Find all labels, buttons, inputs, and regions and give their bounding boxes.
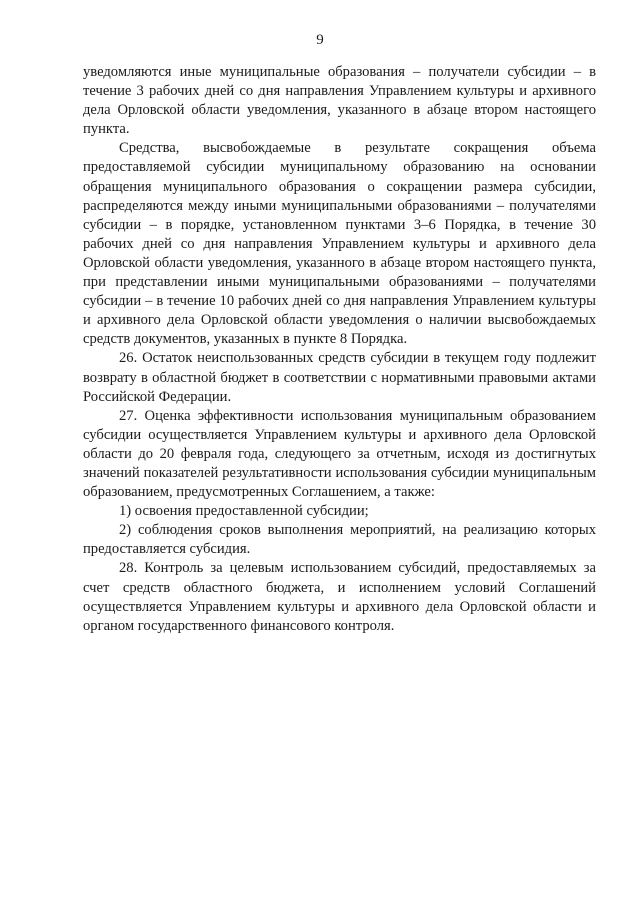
page-number: 9	[316, 32, 324, 48]
paragraph-27-item-2: 2) соблюдения сроков выполнения мероприятий, на реализацию которых предоставляется субсидия.	[83, 522, 596, 558]
paragraph-28: 28. Контроль за целевым использованием субсидий, предоставляемых за счет средств областного бюджета, и исполнением условий Соглашений осуществляется Управлением культуры и архивного дела Орловской области и органом государственного финансового контроля.	[83, 560, 596, 634]
paragraph-continuation: уведомляются иные муниципальные образования – получатели субсидии – в течение 3 рабочих дней со дня направления Управлением культуры и архивного дела Орловской области уведомления, указанного в абзаце втором настоящего пункта.	[83, 64, 596, 138]
paragraph-funds-redistribution: Средства, высвобождаемые в результате сокращения объема предоставляемой субсидии муниципальному образованию на основании обращения муниципального образования о сокращении размера субсидии, распределяются между иными муниципальными образованиями – получателями субсидии – в порядке, установленном пунктами 3–6 Порядка, в течение 30 рабочих дней со дня направления Управлением культуры и архивного дела Орловской области уведомления, указанного в абзаце втором настоящего пункта, при представлении иными муниципальными образованиями – получателями субсидии – в течение 10 рабочих дней со дня направления Управлением культуры и архивного дела Орловской области уведомления о наличии высвобождаемых средств документов, указанных в пункте 8 Порядка.	[83, 140, 596, 348]
paragraph-26: 26. Остаток неиспользованных средств субсидии в текущем году подлежит возврату в областной бюджет в соответствии с нормативными правовыми актами Российской Федерации.	[83, 350, 596, 405]
paragraph-27-item-1: 1) освоения предоставленной субсидии;	[119, 503, 369, 520]
document-body	[83, 63, 596, 636]
paragraph-27: 27. Оценка эффективности использования муниципальным образованием субсидии осуществляется Управлением культуры и архивного дела Орловской области до 20 февраля года, следующего за отчетным, исходя из достигнутых значений показателей результативности использования субсидии муниципальным образованием, предусмотренных Соглашением, а также:	[83, 407, 596, 501]
